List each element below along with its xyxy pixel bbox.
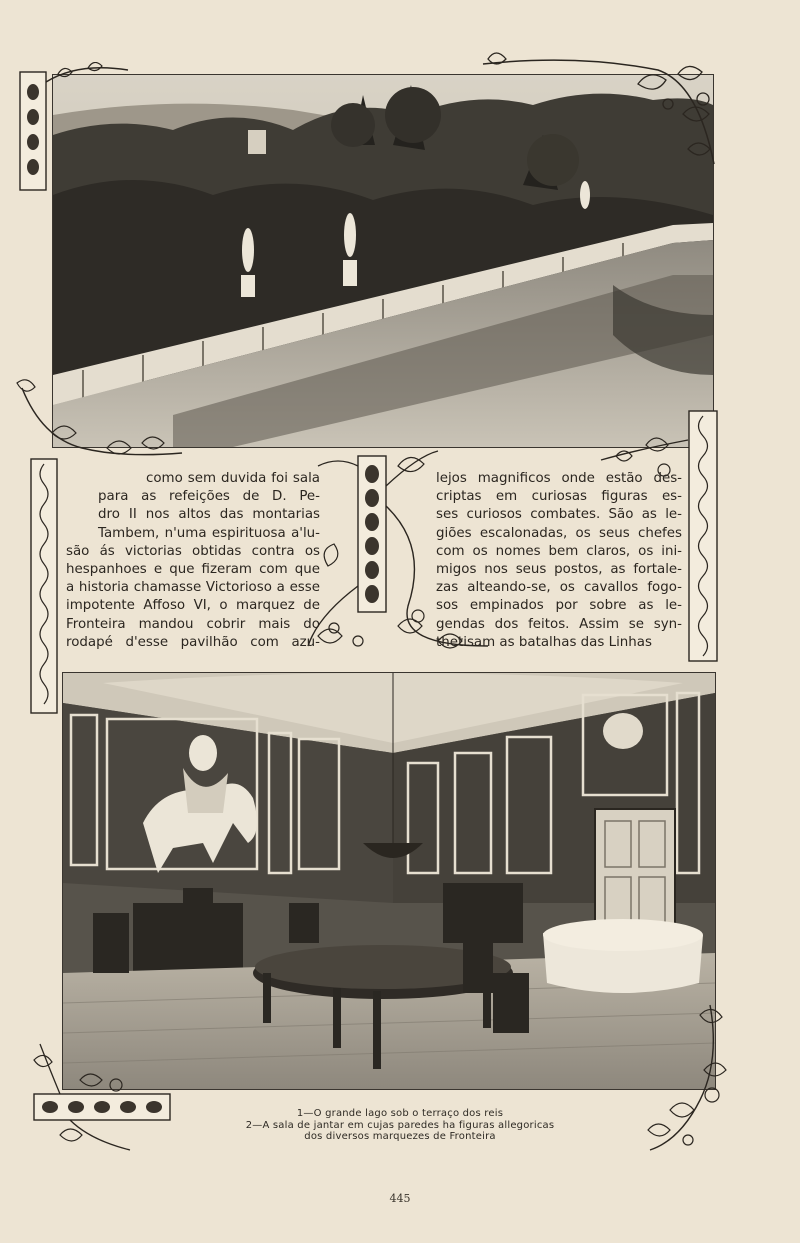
- left-border-strip: [30, 458, 58, 714]
- right-border-strip: [688, 410, 718, 662]
- right-text-line: ses curiosos combates. São as le-: [436, 507, 682, 523]
- left-text-line: são ás victorias obtidas contra os: [66, 543, 320, 559]
- left-text-line: Fronteira mandou cobrir mais do: [66, 616, 320, 632]
- left-text-line: a historia chamasse Victorioso a esse: [66, 580, 320, 596]
- dining-room-illustration: [63, 673, 715, 1089]
- right-text-line: com os nomes bem claros, os ini-: [436, 543, 682, 559]
- caption-photo-2: 2—A sala de jantar em cujas paredes ha figuras allegoricas: [245, 1119, 555, 1131]
- right-text-line: zas alteando-se, os cavallos fogo-: [436, 580, 682, 596]
- photo-captions: [200, 1108, 600, 1143]
- left-text-line: para as refeições de D. Pe-: [98, 489, 320, 505]
- top-left-floral-ornament: [18, 62, 138, 192]
- left-text-line: hespanhoes e que fizeram com que: [66, 562, 320, 578]
- left-text-column: [66, 470, 320, 652]
- right-text-line: sos empinados por sobre as le-: [436, 598, 682, 614]
- bottom-left-floral-ornament: [30, 1040, 180, 1160]
- left-text-line: impotente Affoso VI, o marquez de: [66, 598, 320, 614]
- caption-photo-2-continued: dos diversos marquezes de Fronteira: [304, 1131, 496, 1142]
- left-text-line: dro II nos altos das montarias: [98, 507, 320, 523]
- left-text-line: Tambem, n'uma espirituosa a'lu-: [98, 525, 320, 541]
- left-text-line: rodapé d'esse pavilhão com azu-: [66, 634, 320, 650]
- right-text-line: gendas dos feitos. Assim se syn-: [436, 616, 682, 632]
- right-text-column: [436, 470, 682, 652]
- caption-photo-1: 1—O grande lago sob o terraço dos reis: [296, 1108, 504, 1119]
- left-text-line: como sem duvida foi sala: [146, 471, 320, 486]
- bottom-right-floral-ornament: [640, 1000, 730, 1160]
- photo-dining-room: [62, 672, 716, 1090]
- page-number: 445: [389, 1192, 411, 1205]
- right-text-line: migos nos seus postos, as fortale-: [436, 562, 682, 578]
- right-text-line: criptas em curiosas figuras es-: [436, 489, 682, 505]
- top-right-floral-ornament: [478, 44, 724, 184]
- right-text-line: giões escalonadas, os seus chefes: [436, 525, 682, 541]
- right-text-line: thetisam as batalhas das Linhas: [436, 634, 652, 650]
- right-text-line: lejos magnificos onde estão des-: [436, 471, 682, 486]
